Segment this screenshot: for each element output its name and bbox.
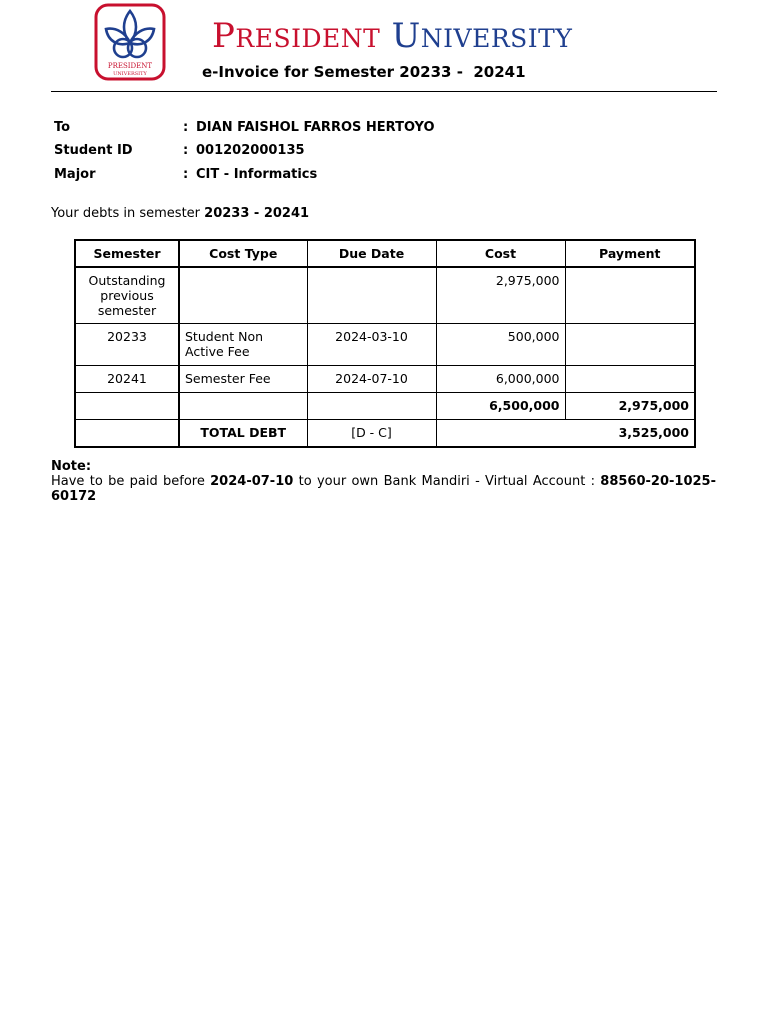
cell-cost: 6,000,000 [436, 366, 565, 393]
table-header-row [75, 240, 695, 267]
invoice-table [74, 239, 696, 448]
note-title: Note: [51, 459, 92, 474]
cell-empty [75, 420, 179, 448]
cell-empty [307, 393, 436, 420]
note-due-date: 2024-07-10 [210, 474, 294, 489]
header-semester: Semester [75, 240, 179, 267]
university-name: PRESIDENT UNIVERSITY [212, 16, 573, 56]
university-logo [94, 3, 166, 81]
table-row [75, 324, 695, 366]
major-label: Major [54, 166, 96, 182]
subtotal-cost: 6,500,000 [436, 393, 565, 420]
major-value: CIT - Informatics [196, 166, 318, 182]
student-id-label: Student ID [54, 143, 133, 159]
cell-semester: 20241 [75, 366, 179, 393]
header-cost-type: Cost Type [179, 240, 307, 267]
logo-text-president: PRESIDENT [107, 62, 153, 70]
header-divider [51, 91, 717, 92]
total-row [75, 420, 695, 448]
cell-cost: 500,000 [436, 324, 565, 366]
subtotal-payment: 2,975,000 [565, 393, 695, 420]
logo-text-university: UNIVERSITY [113, 71, 147, 77]
total-debt-amount: 3,525,000 [436, 420, 695, 448]
cell-semester: 20233 [75, 324, 179, 366]
cell-semester: Outstanding previous semester [75, 267, 179, 324]
header-cost: Cost [436, 240, 565, 267]
cell-cost-type: Student Non Active Fee [179, 324, 307, 366]
debts-intro-prefix: Your debts in semester [51, 206, 205, 221]
cell-payment [565, 366, 695, 393]
header-payment: Payment [565, 240, 695, 267]
header-due-date: Due Date [307, 240, 436, 267]
cell-empty [179, 393, 307, 420]
cell-payment [565, 267, 695, 324]
subtotal-row [75, 393, 695, 420]
student-name: DIAN FAISHOL FARROS HERTOYO [196, 120, 435, 135]
cell-cost-type [179, 267, 307, 324]
colon: : [183, 120, 189, 135]
cell-due-date [307, 267, 436, 324]
to-label: To [54, 120, 71, 135]
cell-due-date: 2024-03-10 [307, 324, 436, 366]
colon: : [183, 143, 189, 159]
colon: : [183, 166, 189, 182]
virtual-account-number: 88560-20-1025-60172 [51, 474, 716, 504]
table-row [75, 267, 695, 324]
note-text: Have to be paid before 2024-07-10 to your own Bank Mandiri - Virtual Account : 88560-20-1025-60172 [51, 474, 716, 504]
cell-cost-type: Semester Fee [179, 366, 307, 393]
cell-payment [565, 324, 695, 366]
total-formula: [D - C] [307, 420, 436, 448]
total-debt-label: TOTAL DEBT [179, 420, 307, 448]
payment-note [51, 459, 716, 504]
student-id-value: 001202000135 [196, 143, 305, 159]
cell-cost: 2,975,000 [436, 267, 565, 324]
debts-intro [51, 206, 309, 221]
table-row [75, 366, 695, 393]
debts-semester-range: 20233 - 20241 [204, 206, 310, 221]
cell-due-date: 2024-07-10 [307, 366, 436, 393]
cell-empty [75, 393, 179, 420]
invoice-title: e-Invoice for Semester 20233 - 20241 [202, 63, 526, 81]
